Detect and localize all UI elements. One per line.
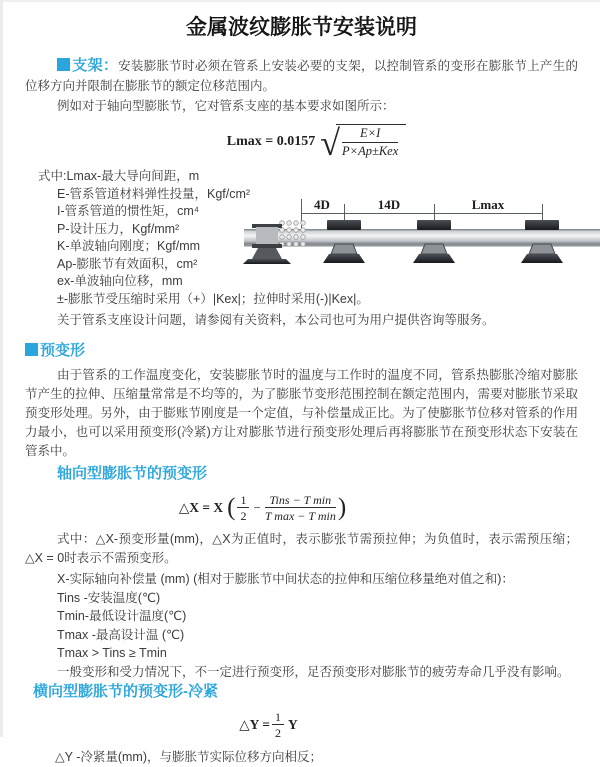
formula-lateral-tail: Y	[287, 717, 298, 732]
lateral-note: △Y -冷紧量(mm)，与膨胀节实际位移方向相反；	[55, 750, 323, 764]
support-example-line: 例如对于轴向型膨胀节，它对管系支座的基本要求如图所示：	[57, 99, 395, 113]
definition-line: 式中:Lmax-最大导向间距，m	[38, 169, 200, 183]
definition-line: P-设计压力，Kgf/mm²	[57, 221, 180, 236]
axial-item: 一般变形和受力情况下，不一定进行预变形，足否预变形对膨胀节的疲劳寿命几乎没有影响。	[57, 664, 570, 679]
fraction-numerator: Tins − T min	[265, 493, 336, 508]
axial-item: Tmin-最低设计温度(℃)	[57, 609, 187, 623]
support-paragraph	[25, 56, 578, 96]
dim-label-14d: 14D	[377, 197, 401, 212]
predeform-heading-label: 预变形	[40, 342, 86, 359]
axial-item: Tmax -最高设计温 (℃)	[57, 627, 185, 642]
fraction-half	[237, 493, 249, 523]
radical-fraction	[336, 124, 406, 160]
formula-lmax-numerator: E×I	[342, 126, 398, 143]
content-area	[3, 56, 600, 767]
definition-line: E-管系管道材料弹性投量，Kgf/cm²	[57, 186, 251, 201]
pipe-support-diagram-svg	[244, 193, 600, 281]
fraction-denominator: 2	[240, 509, 247, 523]
definition-line: ±-膨胀节受压缩时采用（+）|Kex|；拉伸时采用(-)|Kex|。	[57, 291, 369, 306]
minus-operator: −	[253, 500, 261, 515]
axial-items	[25, 570, 578, 681]
formula-axial-lead: △X = X	[178, 500, 224, 515]
predeform-paragraph: 由于管系的工作温度变化，安装膨胀节时的温度与工作时的温度不同，管系热膨胀冷缩对膨胀节产生的拉伸、压缩量常常是不均等的，为了膨胀节变形范围控制在额定范围内，需要对膨胀节采取预变形处理。另外，由于膨账节刚度是一个定值，与补偿量成正比。为了使膨胀节位移对管系的作用力最小，也可以采用预变形(冷紧)方让对膨胀节进行预变形处理后再将膨胀节在预变形状态下安装在管系中。	[25, 368, 578, 458]
axial-subheading: 轴向型膨胀节的预变形	[57, 465, 208, 482]
fraction-denominator: 2	[274, 726, 281, 740]
axial-item: X-实际轴向补偿量 (mm) (相对于膨胀节中间状态的拉伸和压缩位移量绝对值之和)：	[57, 572, 514, 586]
close-paren: )	[337, 494, 347, 521]
formula-lmax	[40, 121, 593, 163]
fraction-denominator: T max − T min	[264, 509, 336, 523]
pipe-support-diagram	[244, 193, 600, 281]
predeform-section-heading	[25, 340, 578, 362]
definition-line: I-管系管道的惯性矩，cm⁴	[57, 204, 200, 218]
formula-lateral-lead: △Y =	[239, 717, 270, 732]
axial-item: Tmax > Tins ≥ Tmin	[57, 646, 167, 660]
section-marker-icon	[57, 58, 70, 71]
lateral-subheading: 横向型膨胀节的预变形-冷紧	[33, 683, 218, 700]
support-section-heading: 支架：	[72, 57, 119, 74]
fraction-temperature	[265, 493, 336, 523]
radical-sign-icon: √	[320, 123, 340, 163]
formula-lmax-lhs: Lmax = 0.0157	[226, 134, 316, 149]
section-marker-icon	[25, 343, 38, 356]
fraction-numerator: 1	[237, 493, 249, 508]
formula-lateral	[0, 710, 545, 740]
axial-explanation: 式中：△X-预变形量(mm)，△X为正值时，表示膨张节需预拉伸；为负值时，表示需预压缩；△X = 0时表示不需预变形。	[25, 532, 578, 565]
axial-item: Tins -安装温度(℃)	[57, 590, 161, 605]
radical	[320, 123, 406, 163]
fraction-half	[272, 710, 284, 740]
dim-label-lmax: Lmax	[471, 197, 505, 212]
formula-axial	[0, 490, 540, 526]
page-title: 金属波纹膨胀节安装说明	[186, 16, 417, 39]
definition-line: K-单波轴向刚度；Kgf/mm	[57, 239, 201, 253]
open-paren: (	[227, 494, 236, 521]
dim-label-4d: 4D	[314, 197, 330, 212]
definition-line: Ap-膨胀节有效面积，cm²	[57, 256, 198, 271]
support-note: 关于管系支座设计问题，请参阅有关资料，本公司也可为用户提供咨询等服务。	[57, 313, 495, 327]
support-paragraph-text: 安装膨胀节时必须在管系上安装必要的支架，以控制管系的变形在膨胀节上产生的位移方向并限制在膨胀节的额定位移范围内。	[25, 59, 578, 93]
fraction-numerator: 1	[272, 710, 284, 725]
formula-lmax-denominator: P×Ap±Kex	[342, 144, 399, 158]
definition-line: ex-单波轴向位移，mm	[57, 274, 183, 288]
